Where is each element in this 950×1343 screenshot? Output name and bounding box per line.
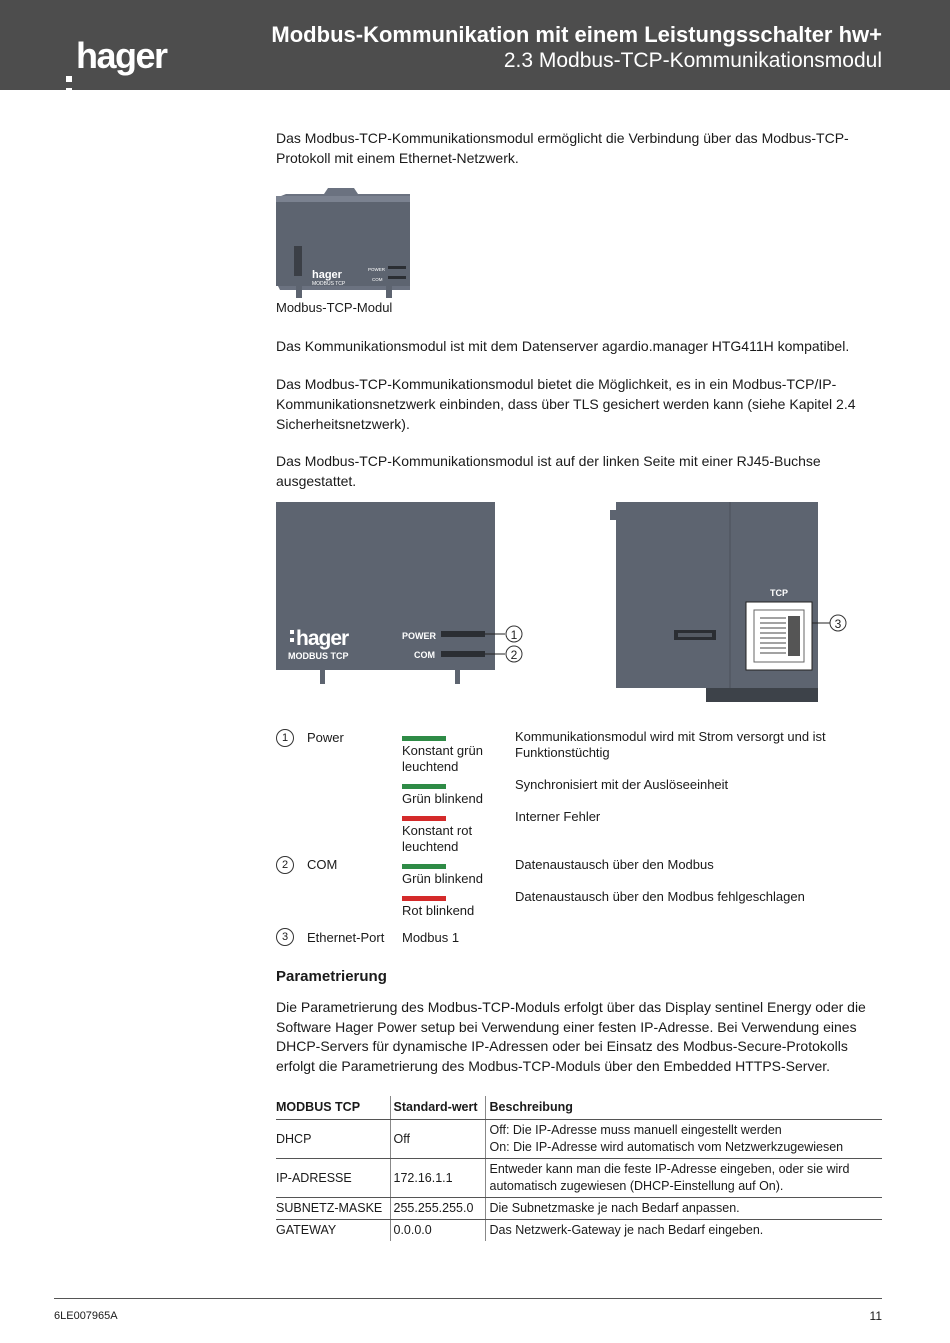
led-green-solid-label: Konstant grün leuchtend [402,743,483,774]
module-side-diagram [610,502,860,704]
legend-power-name: Power [307,730,344,745]
figure-caption: Modbus-TCP-Modul [276,300,393,315]
cell-default: Off [390,1120,485,1159]
led-com-red-blink-swatch [402,896,446,901]
cell-name: DHCP [276,1120,390,1159]
cell-description [485,1120,882,1159]
table-header-row [276,1096,882,1120]
led-com-green-blink-label: Grün blinkend [402,871,483,886]
legend-number-1: 1 [276,729,294,747]
cell-description: Die Subnetzmaske je nach Bedarf anpassen. [485,1198,882,1220]
legend-ethernet-name: Ethernet-Port [307,930,385,945]
diagram-power-label: POWER [402,631,437,641]
diagram-logo: hager [296,627,349,650]
cell-description-line: On: Die IP-Adresse wird automatisch vom Netzwerkzugewiesen [489,1140,844,1154]
module-photo-com: COM [372,277,383,282]
cell-default: 255.255.255.0 [390,1198,485,1220]
legend-ethernet-value: Modbus 1 [402,930,460,945]
module-front-diagram [276,502,536,692]
hager-logo: hager [66,36,167,76]
legend-number-3: 3 [276,928,294,946]
cell-name: SUBNETZ-MASKE [276,1198,390,1220]
col-header-modbus: MODBUS TCP [276,1096,390,1120]
section-heading-parametrierung: Parametrierung [276,968,387,985]
legend-desc-5: Datenaustausch über den Modbus fehlgeschlagen [515,889,805,904]
module-photo-logo: hager [312,269,342,281]
legend-number-2: 2 [276,856,294,874]
cell-default: 172.16.1.1 [390,1159,485,1198]
cell-description-line: Off: Die IP-Adresse muss manuell eingestellt werden [489,1123,782,1137]
cell-name: IP-ADRESSE [276,1159,390,1198]
module-photo-power: POWER [368,267,386,272]
callout-3: 3 [834,617,842,631]
document-id: 6LE007965A [54,1310,118,1322]
legend-com-name: COM [307,857,338,872]
table-row [276,1198,882,1220]
led-red-solid-swatch [402,816,446,821]
diagram-com-label: COM [414,650,435,660]
led-green-solid-swatch [402,736,446,741]
legend-desc-1: Kommunikationsmodul wird mit Strom versorgt und ist Funktionstüchtig [515,729,826,760]
paragraph-rj45: Das Modbus-TCP-Kommunikationsmodul ist auf der linken Seite mit einer RJ45-Buchse ausgestattet. [276,453,821,489]
cell-default: 0.0.0.0 [390,1220,485,1242]
callout-1: 1 [510,628,518,642]
footer-divider [54,1298,882,1299]
legend-desc-2: Synchronisiert mit der Auslöseeinheit [515,777,729,792]
module-photo-model: MODBUS TCP [312,281,346,287]
header-title: Modbus-Kommunikation mit einem Leistungsschalter hw+ [271,22,882,47]
header-subtitle: 2.3 Modbus-TCP-Kommunikationsmodul [503,49,882,72]
paragraph-compatibility: Das Kommunikationsmodul ist mit dem Datenserver agardio.manager HTG411H kompatibel. [276,338,850,354]
port-label: TCP [770,588,788,598]
led-green-blink-label: Grün blinkend [402,791,483,806]
cell-description-line: automatisch zugewiesen (DHCP-Einstellung auf On). [489,1179,784,1193]
led-green-blink-swatch [402,784,446,789]
page-number: 11 [869,1309,882,1323]
table-row [276,1220,882,1242]
led-com-red-blink-label: Rot blinkend [402,903,475,918]
legend-desc-4: Datenaustausch über den Modbus [515,857,714,872]
table-row [276,1159,882,1198]
cell-name: GATEWAY [276,1223,337,1237]
parameter-table [276,1096,882,1241]
intro-text: Das Modbus-TCP-Kommunikationsmodul ermöglicht die Verbindung über das Modbus-TCP-Protokoll mit einem Ethernet-Netzwerk. [276,130,849,166]
callout-2: 2 [510,648,518,662]
col-header-description: Beschreibung [485,1096,882,1120]
parametrierung-text: Die Parametrierung des Modbus-TCP-Moduls erfolgt über das Display sentinel Energy oder die Software Hager Power setup bei Verwendung einer festen IP-Adresse. Bei Verwendung eines DHCP-Servers für dynamische IP-Adressen oder bei Einsatz des Modbus-Secure-Protokolls erfolgt die Parametrierung des Modbus-TCP-Moduls über den Embedded HTTPS-Server. [276,999,866,1074]
cell-description [485,1159,882,1198]
cell-description-line: Entweder kann man die feste IP-Adresse eingeben, oder sie wird [489,1162,850,1176]
table-row [276,1120,882,1159]
col-header-default: Standard-wert [390,1096,485,1120]
module-photo [276,186,412,300]
led-com-green-blink-swatch [402,864,446,869]
diagram-model: MODBUS TCP [288,651,349,661]
led-red-solid-label: Konstant rot leuchtend [402,823,473,854]
page-header [0,0,950,90]
cell-description: Das Netzwerk-Gateway je nach Bedarf eingeben. [485,1220,882,1242]
paragraph-tls: Das Modbus-TCP-Kommunikationsmodul bietet die Möglichkeit, es in ein Modbus-TCP/IP-Kommunikationsnetzwerk einbinden, dass über TLS gesichert werden kann (siehe Kapitel 2.4 Sicherheitsnetzwerk). [276,376,856,432]
legend-desc-3: Interner Fehler [515,809,601,824]
